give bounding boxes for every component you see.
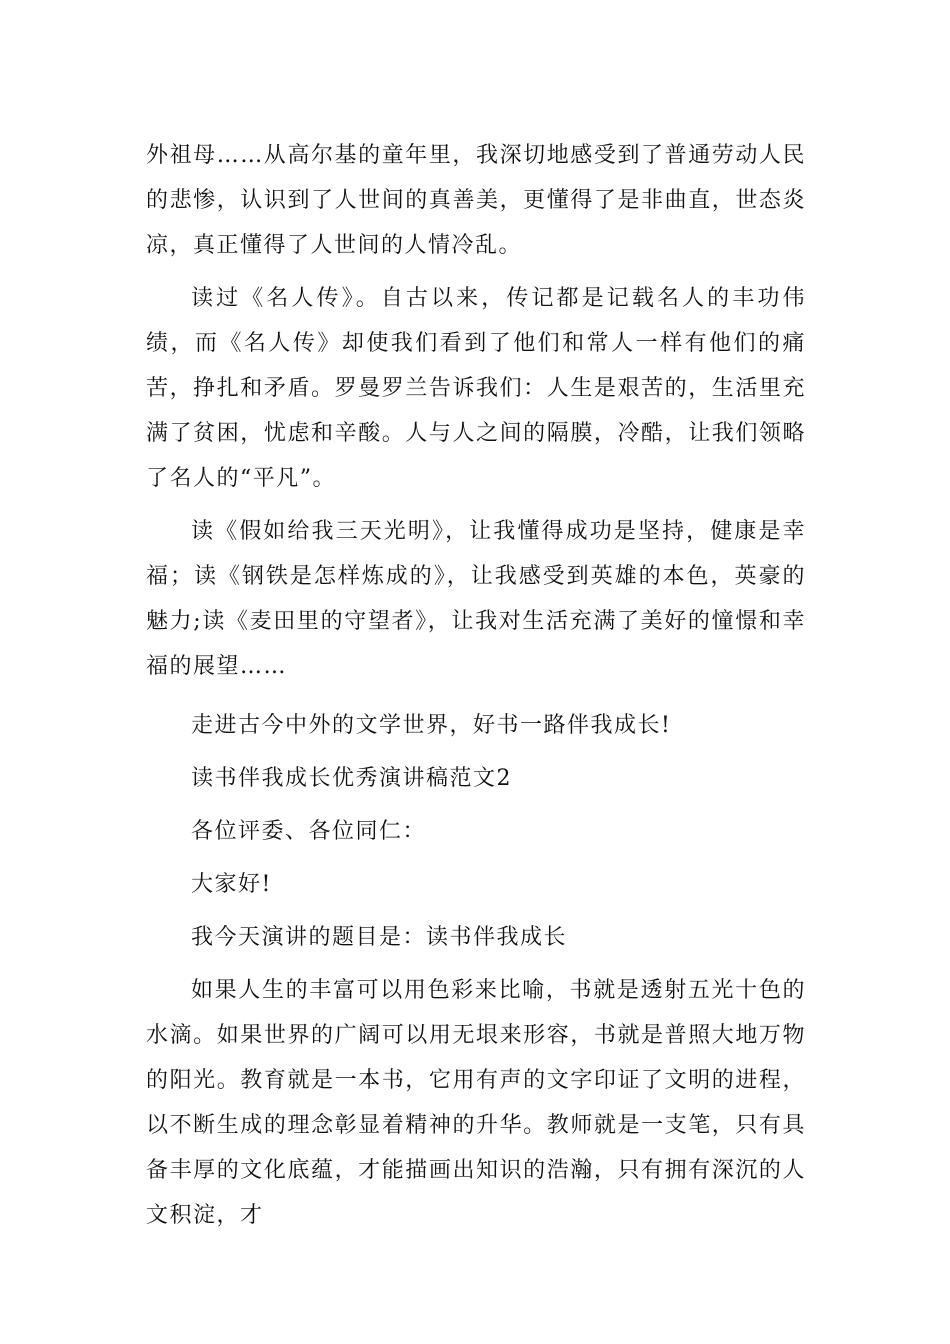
document-body bbox=[146, 133, 806, 1238]
paragraph-4: 走进古今中外的文学世界，好书一路伴我成长! bbox=[191, 713, 672, 738]
section-heading: 读书伴我成长优秀演讲稿范文2 bbox=[191, 766, 512, 791]
speech-topic: 我今天演讲的题目是：读书伴我成长 bbox=[191, 925, 568, 950]
paragraph-1: 外祖母……从高尔基的童年里，我深切地感受到了普通劳动人民的悲惨，认识到了人世间的真善美，更懂得了是非曲直，世态炎凉，真正懂得了人世间的人情冷乱。 bbox=[146, 143, 806, 258]
salutation: 各位评委、各位同仁： bbox=[191, 819, 427, 844]
paragraph-9: 如果人生的丰富可以用色彩来比喻，书就是透射五光十色的水滴。如果世界的广阔可以用无垠来形容，书就是普照大地万物的阳光。教育就是一本书，它用有声的文字印证了文明的进程，以不断生成的理念彰显着精神的升华。教师就是一支笔，只有具备丰厚的文化底蕴，才能描画出知识的浩瀚，只有拥有深沉的人文积淀，才 bbox=[146, 978, 806, 1228]
paragraph-2: 读过《名人传》。自古以来，传记都是记载名人的丰功伟绩，而《名人传》却使我们看到了他们和常人一样有他们的痛苦，挣扎和矛盾。罗曼罗兰告诉我们：人生是艰苦的，生活里充满了贫困，忧虑和辛酸。人与人之间的隔膜，冷酷，让我们领略了名人的“平凡”。 bbox=[146, 286, 806, 491]
greeting: 大家好! bbox=[191, 872, 272, 897]
paragraph-3: 读《假如给我三天光明》，让我懂得成功是坚持，健康是幸福；读《钢铁是怎样炼成的》，让我感受到英雄的本色，英豪的魅力;读《麦田里的守望者》，让我对生活充满了美好的憧憬和幸福的展望…… bbox=[146, 519, 806, 679]
